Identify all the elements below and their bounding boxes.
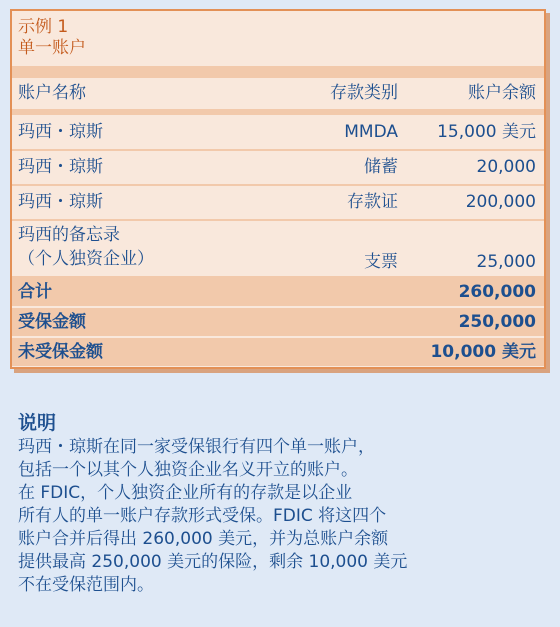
row-account-name-line2: （个人独资企业） [18, 249, 154, 269]
header-deposit-category: 存款类别 [330, 83, 398, 103]
total-value: 260,000 [458, 282, 536, 302]
row-category: MMDA [344, 122, 398, 142]
example-label: 示例 1 [18, 17, 69, 37]
row-account-name-line1: 玛西的备忘录 [18, 225, 120, 245]
row-category: 储蓄 [364, 157, 398, 177]
insured-value: 250,000 [458, 312, 536, 332]
row-divider [12, 219, 544, 221]
row-balance: 25,000 [476, 252, 536, 272]
table-row [12, 186, 544, 218]
uninsured-row [12, 338, 544, 366]
table-row [12, 116, 544, 148]
total-label: 合计 [18, 282, 52, 302]
table-row [12, 222, 544, 276]
insured-row [12, 308, 544, 336]
row-balance: 200,000 [465, 192, 536, 212]
table-header [12, 78, 544, 108]
explanation-body: 玛西・琼斯在同一家受保银行有四个单一账户， 包括一个以其个人独资企业名义开立的账户。 在 FDIC，个人独资企业所有的存款是以企业 所有人的单一账户存款形式受保。FDIC 将这四个 账户合并后得出 260,000 美元，并为总账户余额 提供最高 250,000 美元的保险，剩余 10,000 美元 不在受保范围内。 [18, 437, 408, 595]
header-account-balance: 账户余额 [468, 83, 536, 103]
example-card [10, 9, 546, 369]
total-row [12, 278, 544, 306]
insured-label: 受保金额 [18, 312, 86, 332]
row-category: 支票 [364, 252, 398, 272]
header-account-name: 账户名称 [18, 83, 86, 103]
row-balance: 15,000 美元 [437, 122, 536, 142]
row-account-name: 玛西・琼斯 [18, 122, 103, 142]
row-category: 存款证 [347, 192, 398, 212]
explanation-section [18, 412, 548, 597]
uninsured-label: 未受保金额 [18, 342, 103, 362]
row-account-name: 玛西・琼斯 [18, 157, 103, 177]
row-account-name: 玛西・琼斯 [18, 192, 103, 212]
example-subtitle: 单一账户 [18, 38, 86, 58]
row-balance: 20,000 [476, 157, 536, 177]
row-account-name [18, 223, 154, 271]
uninsured-value: 10,000 美元 [430, 342, 536, 362]
explanation-heading: 说明 [18, 412, 57, 434]
table-row [12, 151, 544, 183]
header-band [12, 66, 544, 78]
header-divider [12, 109, 544, 115]
